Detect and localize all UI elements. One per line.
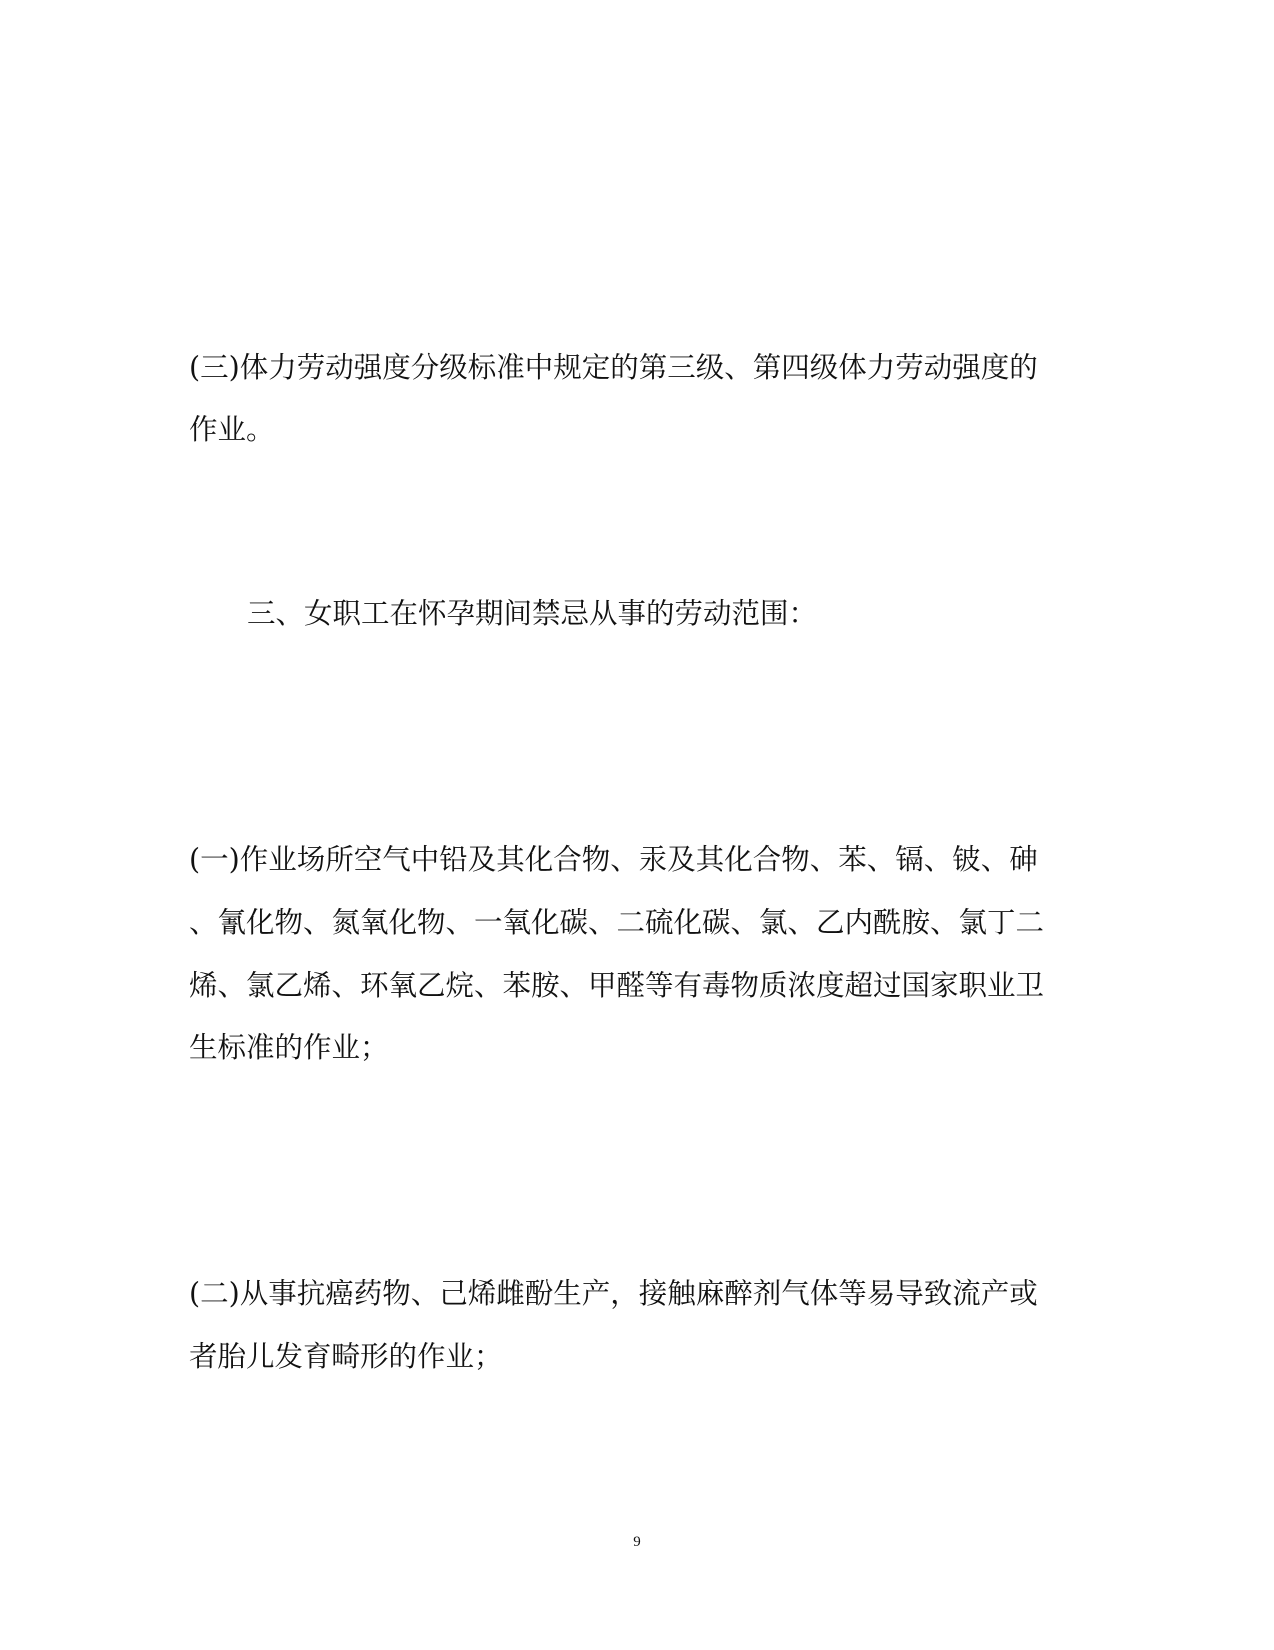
item2-line-2: 者胎儿发育畸形的作业；: [189, 1340, 503, 1373]
item1-line-1: (一)作业场所空气中铅及其化合物、汞及其化合物、苯、镉、铍、砷: [189, 843, 1038, 876]
item1-line-4: 生标准的作业；: [189, 1031, 389, 1064]
item3-line-1: (三)体力劳动强度分级标准中规定的第三级、第四级体力劳动强度的: [189, 351, 1038, 384]
item2-line-1: (二)从事抗癌药物、己烯雌酚生产，接触麻醉剂气体等易导致流产或: [189, 1277, 1038, 1310]
section-heading-3: 三、女职工在怀孕期间禁忌从事的劳动范围：: [247, 597, 818, 630]
item3-line-2: 作业。: [189, 413, 275, 446]
item1-line-2: 、氰化物、氮氧化物、一氧化碳、二硫化碳、氯、乙内酰胺、氯丁二: [189, 906, 1045, 939]
item1-line-3: 烯、氯乙烯、环氧乙烷、苯胺、甲醛等有毒物质浓度超过国家职业卫: [189, 969, 1045, 1002]
page-number: 9: [633, 1534, 641, 1550]
